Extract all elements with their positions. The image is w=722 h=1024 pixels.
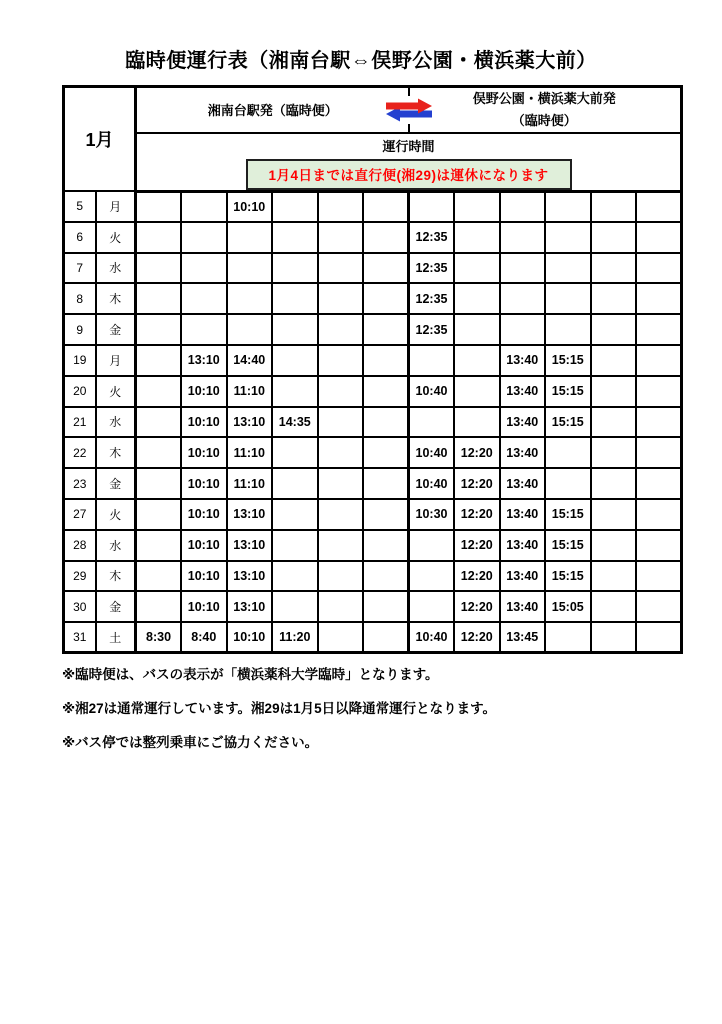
time-cell: 10:40 — [409, 376, 455, 407]
time-cell: 13:40 — [500, 345, 546, 376]
footnote: ※臨時便は、バスの表示が「横浜薬科大学臨時」となります。 — [62, 667, 439, 682]
time-cell — [636, 314, 682, 345]
time-cell: 12:20 — [454, 530, 500, 561]
time-cell: 15:05 — [545, 591, 591, 622]
date-cell: 23 — [64, 468, 96, 499]
day-cell: 水 — [96, 253, 136, 284]
time-cell — [318, 407, 364, 438]
time-cell — [272, 253, 318, 284]
table-row — [64, 314, 682, 345]
time-cell — [591, 591, 637, 622]
time-cell: 15:15 — [545, 530, 591, 561]
time-cell: 13:40 — [500, 499, 546, 530]
time-cell — [409, 530, 455, 561]
time-cell — [591, 376, 637, 407]
time-cell — [318, 499, 364, 530]
time-cell: 10:10 — [181, 591, 227, 622]
month-cell: 1月 — [64, 87, 136, 192]
time-cell: 13:40 — [500, 591, 546, 622]
date-cell: 30 — [64, 591, 96, 622]
time-cell: 12:35 — [409, 314, 455, 345]
footnotes — [62, 663, 662, 765]
table-row — [64, 499, 682, 530]
route-header-right-line2: （臨時便） — [511, 112, 577, 128]
time-cell — [136, 191, 182, 222]
time-cell — [363, 561, 409, 592]
time-cell — [545, 314, 591, 345]
time-cell: 12:35 — [409, 222, 455, 253]
time-cell — [363, 407, 409, 438]
time-cell — [409, 191, 455, 222]
time-cell — [500, 191, 546, 222]
timetable-body — [64, 191, 682, 653]
time-cell: 11:10 — [227, 468, 273, 499]
time-cell — [318, 530, 364, 561]
time-cell — [318, 283, 364, 314]
time-cell — [636, 468, 682, 499]
time-cell: 10:10 — [181, 499, 227, 530]
time-cell: 12:20 — [454, 468, 500, 499]
time-cell — [545, 191, 591, 222]
time-cell — [636, 376, 682, 407]
table-row — [64, 283, 682, 314]
time-cell — [136, 376, 182, 407]
time-cell: 10:10 — [181, 530, 227, 561]
day-cell: 金 — [96, 591, 136, 622]
day-cell: 月 — [96, 345, 136, 376]
time-cell — [454, 376, 500, 407]
date-cell: 9 — [64, 314, 96, 345]
time-cell — [318, 222, 364, 253]
time-cell — [363, 314, 409, 345]
time-cell: 13:10 — [227, 530, 273, 561]
time-cell — [591, 561, 637, 592]
time-cell — [454, 407, 500, 438]
time-cell: 10:10 — [181, 437, 227, 468]
time-cell — [227, 283, 273, 314]
time-cell: 10:40 — [409, 437, 455, 468]
route-header-left: 湘南台駅発（臨時便） — [207, 103, 338, 119]
table-row — [64, 591, 682, 622]
time-cell — [136, 530, 182, 561]
time-cell: 15:15 — [545, 345, 591, 376]
time-cell — [272, 499, 318, 530]
time-cell — [272, 376, 318, 407]
day-cell: 金 — [96, 314, 136, 345]
time-cell — [591, 191, 637, 222]
day-cell: 土 — [96, 622, 136, 653]
time-cell — [545, 468, 591, 499]
time-cell — [591, 253, 637, 284]
time-cell — [318, 561, 364, 592]
time-cell — [545, 253, 591, 284]
time-cell — [636, 622, 682, 653]
day-cell: 水 — [96, 407, 136, 438]
table-row — [64, 530, 682, 561]
time-cell — [136, 561, 182, 592]
time-cell: 10:10 — [227, 622, 273, 653]
date-cell: 29 — [64, 561, 96, 592]
time-cell: 12:20 — [454, 499, 500, 530]
date-cell: 20 — [64, 376, 96, 407]
time-cell — [636, 591, 682, 622]
time-cell — [227, 314, 273, 345]
date-cell: 5 — [64, 191, 96, 222]
time-cell — [363, 468, 409, 499]
time-cell — [318, 437, 364, 468]
time-cell — [636, 407, 682, 438]
time-cell: 13:10 — [227, 499, 273, 530]
time-cell: 10:10 — [181, 376, 227, 407]
date-cell: 8 — [64, 283, 96, 314]
time-cell — [591, 222, 637, 253]
time-cell — [591, 468, 637, 499]
date-cell: 27 — [64, 499, 96, 530]
date-cell: 6 — [64, 222, 96, 253]
day-cell: 水 — [96, 530, 136, 561]
time-cell — [454, 314, 500, 345]
time-cell — [318, 591, 364, 622]
time-cell: 14:35 — [272, 407, 318, 438]
time-cell: 8:30 — [136, 622, 182, 653]
time-cell — [318, 191, 364, 222]
time-cell: 13:10 — [181, 345, 227, 376]
time-cell: 12:20 — [454, 622, 500, 653]
day-cell: 火 — [96, 499, 136, 530]
time-cell — [272, 345, 318, 376]
date-cell: 7 — [64, 253, 96, 284]
time-cell — [454, 283, 500, 314]
time-cell: 15:15 — [545, 407, 591, 438]
time-cell: 12:20 — [454, 591, 500, 622]
time-cell: 13:10 — [227, 591, 273, 622]
time-cell: 10:30 — [409, 499, 455, 530]
date-cell: 22 — [64, 437, 96, 468]
time-cell — [591, 283, 637, 314]
time-cell — [591, 499, 637, 530]
time-cell — [500, 222, 546, 253]
table-row — [64, 407, 682, 438]
time-cell — [636, 253, 682, 284]
time-cell — [409, 345, 455, 376]
time-cell — [545, 283, 591, 314]
time-cell — [636, 222, 682, 253]
time-cell — [181, 222, 227, 253]
date-cell: 28 — [64, 530, 96, 561]
time-cell — [545, 222, 591, 253]
time-cell: 15:15 — [545, 499, 591, 530]
time-cell — [454, 222, 500, 253]
time-cell — [591, 407, 637, 438]
date-cell: 31 — [64, 622, 96, 653]
time-cell — [591, 530, 637, 561]
date-cell: 21 — [64, 407, 96, 438]
time-cell — [591, 314, 637, 345]
time-cell — [272, 468, 318, 499]
day-cell: 火 — [96, 222, 136, 253]
time-cell: 10:40 — [409, 468, 455, 499]
time-cell — [181, 253, 227, 284]
time-cell: 10:10 — [227, 191, 273, 222]
day-cell: 木 — [96, 283, 136, 314]
time-cell — [363, 499, 409, 530]
time-cell: 14:40 — [227, 345, 273, 376]
service-time-label: 運行時間 — [382, 138, 435, 154]
time-cell — [454, 345, 500, 376]
route-header-right — [409, 88, 681, 132]
time-cell — [409, 591, 455, 622]
time-cell — [591, 345, 637, 376]
time-cell — [318, 314, 364, 345]
footnote: ※バス停では整列乗車にご協力ください。 — [62, 735, 319, 750]
table-row — [64, 191, 682, 222]
service-time-section — [136, 133, 682, 192]
time-cell — [454, 191, 500, 222]
page-title: 臨時便運行表（湘南台駅⇔俣野公園・横浜薬大前） — [125, 50, 597, 72]
day-cell: 金 — [96, 468, 136, 499]
time-cell: 10:10 — [181, 561, 227, 592]
time-cell: 15:15 — [545, 561, 591, 592]
time-cell — [136, 591, 182, 622]
time-cell — [136, 283, 182, 314]
time-cell — [318, 376, 364, 407]
time-cell — [363, 283, 409, 314]
day-cell: 木 — [96, 561, 136, 592]
table-row — [64, 561, 682, 592]
time-cell — [181, 283, 227, 314]
day-cell: 木 — [96, 437, 136, 468]
time-cell: 13:10 — [227, 407, 273, 438]
time-cell: 13:40 — [500, 437, 546, 468]
time-cell — [500, 253, 546, 284]
time-cell — [318, 468, 364, 499]
time-cell — [363, 437, 409, 468]
time-cell — [363, 253, 409, 284]
time-cell: 12:35 — [409, 253, 455, 284]
table-row — [64, 222, 682, 253]
time-cell — [363, 591, 409, 622]
time-cell — [363, 191, 409, 222]
time-cell — [636, 561, 682, 592]
time-cell — [545, 437, 591, 468]
time-cell: 15:15 — [545, 376, 591, 407]
footnote: ※湘27は通常運行しています。湘29は1月5日以降通常運行となります。 — [62, 701, 497, 716]
time-cell: 13:10 — [227, 561, 273, 592]
time-cell — [181, 191, 227, 222]
time-cell — [636, 437, 682, 468]
time-cell: 13:45 — [500, 622, 546, 653]
time-cell — [136, 499, 182, 530]
time-cell: 10:10 — [181, 407, 227, 438]
time-cell — [136, 407, 182, 438]
time-cell — [227, 222, 273, 253]
time-cell — [636, 283, 682, 314]
swap-arrows-icon — [378, 96, 440, 124]
table-row — [64, 622, 682, 653]
time-cell: 13:40 — [500, 376, 546, 407]
time-cell: 12:35 — [409, 283, 455, 314]
time-cell — [591, 437, 637, 468]
time-cell — [272, 591, 318, 622]
time-cell: 11:10 — [227, 437, 273, 468]
table-row — [64, 468, 682, 499]
notice-banner: 1月4日までは直行便(湘29)は運休になります — [246, 159, 572, 190]
route-header-right-line1: 俣野公園・横浜薬大前発 — [472, 91, 616, 107]
time-cell — [545, 622, 591, 653]
time-cell — [136, 345, 182, 376]
time-cell — [136, 253, 182, 284]
time-cell — [272, 222, 318, 253]
day-cell: 月 — [96, 191, 136, 222]
time-cell — [272, 530, 318, 561]
time-cell: 11:20 — [272, 622, 318, 653]
time-cell — [409, 561, 455, 592]
table-row — [64, 253, 682, 284]
time-cell — [409, 407, 455, 438]
time-cell — [318, 345, 364, 376]
table-row — [64, 376, 682, 407]
table-row — [64, 437, 682, 468]
time-cell — [136, 468, 182, 499]
time-cell — [272, 191, 318, 222]
day-cell: 火 — [96, 376, 136, 407]
time-cell — [500, 283, 546, 314]
time-cell — [318, 253, 364, 284]
time-cell — [136, 222, 182, 253]
time-cell — [636, 499, 682, 530]
time-cell — [636, 530, 682, 561]
time-cell — [454, 253, 500, 284]
time-cell — [591, 622, 637, 653]
time-cell — [636, 191, 682, 222]
date-cell: 19 — [64, 345, 96, 376]
time-cell — [363, 622, 409, 653]
time-cell — [363, 376, 409, 407]
time-cell: 12:20 — [454, 437, 500, 468]
time-cell — [363, 222, 409, 253]
time-cell: 11:10 — [227, 376, 273, 407]
time-cell — [272, 314, 318, 345]
timetable — [62, 85, 683, 654]
time-cell — [136, 314, 182, 345]
time-cell — [181, 314, 227, 345]
time-cell — [500, 314, 546, 345]
time-cell — [318, 622, 364, 653]
time-cell — [136, 437, 182, 468]
time-cell — [363, 345, 409, 376]
time-cell: 10:40 — [409, 622, 455, 653]
time-cell: 13:40 — [500, 468, 546, 499]
time-cell: 13:40 — [500, 530, 546, 561]
time-cell — [363, 530, 409, 561]
time-cell: 13:40 — [500, 561, 546, 592]
time-cell: 8:40 — [181, 622, 227, 653]
time-cell — [227, 253, 273, 284]
time-cell — [272, 437, 318, 468]
time-cell: 13:40 — [500, 407, 546, 438]
time-cell — [272, 561, 318, 592]
table-row — [64, 345, 682, 376]
time-cell: 10:10 — [181, 468, 227, 499]
route-header — [136, 87, 682, 133]
time-cell: 12:20 — [454, 561, 500, 592]
time-cell — [272, 283, 318, 314]
time-cell — [636, 345, 682, 376]
